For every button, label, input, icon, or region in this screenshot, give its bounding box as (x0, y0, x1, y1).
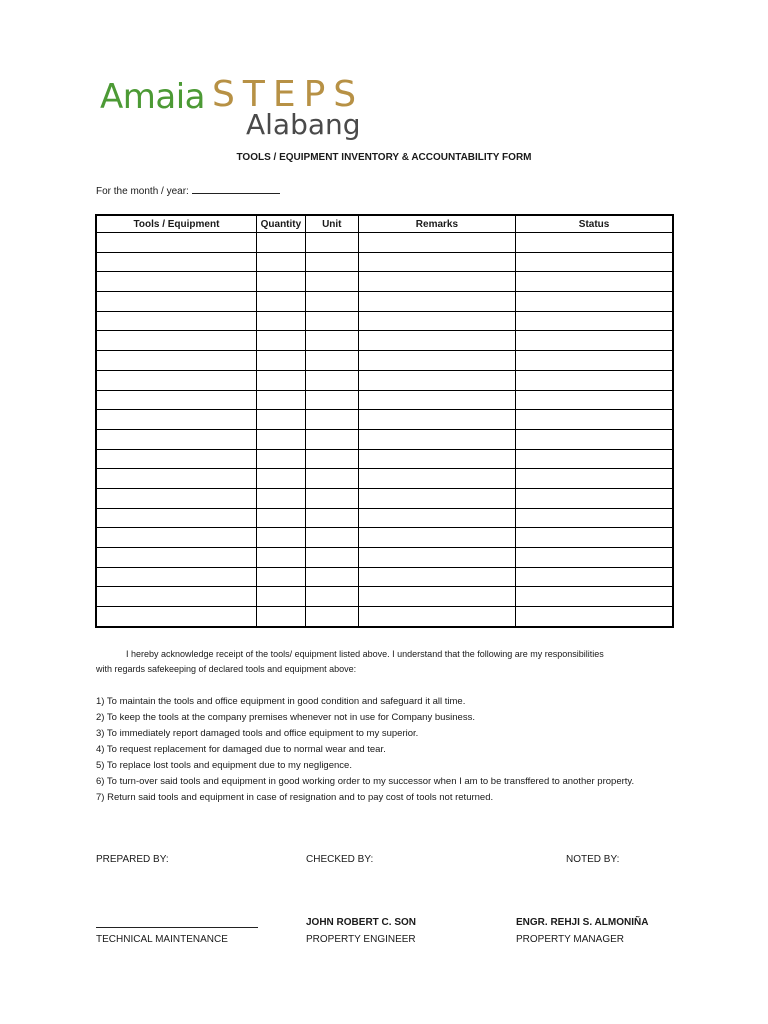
cell-status[interactable] (516, 351, 673, 371)
table-body (96, 233, 673, 627)
table-row (96, 410, 673, 430)
cell-quantity[interactable] (256, 410, 305, 430)
cell-tools-equipment[interactable] (96, 331, 256, 351)
cell-unit[interactable] (305, 390, 358, 410)
checked-by-title: PROPERTY ENGINEER (306, 934, 416, 945)
month-year-blank[interactable] (192, 185, 280, 194)
acknowledgement-line-1: I hereby acknowledge receipt of the tools/ equipment listed above. I understand that the following are my responsibilities (126, 649, 604, 659)
cell-remarks[interactable] (358, 351, 515, 371)
cell-status[interactable] (516, 607, 673, 627)
acknowledgement-line-2: with regards safekeeping of declared tools and equipment above: (96, 664, 357, 674)
prepared-by-title: TECHNICAL MAINTENANCE (96, 934, 228, 945)
cell-tools-equipment[interactable] (96, 587, 256, 607)
cell-quantity[interactable] (256, 528, 305, 548)
cell-status[interactable] (516, 252, 673, 272)
cell-tools-equipment[interactable] (96, 351, 256, 371)
responsibility-item: 1) To maintain the tools and office equipment in good condition and safeguard it all time. (96, 696, 466, 707)
cell-unit[interactable] (305, 488, 358, 508)
header-quantity: Quantity (256, 215, 305, 233)
cell-unit[interactable] (305, 410, 358, 430)
logo-location-text: Alabang (246, 108, 361, 141)
cell-remarks[interactable] (358, 252, 515, 272)
cell-unit[interactable] (305, 351, 358, 371)
cell-remarks[interactable] (358, 429, 515, 449)
cell-quantity[interactable] (256, 331, 305, 351)
cell-status[interactable] (516, 272, 673, 292)
cell-quantity[interactable] (256, 567, 305, 587)
cell-unit[interactable] (305, 370, 358, 390)
cell-quantity[interactable] (256, 607, 305, 627)
header-unit: Unit (305, 215, 358, 233)
table-row (96, 567, 673, 587)
cell-status[interactable] (516, 567, 673, 587)
cell-tools-equipment[interactable] (96, 567, 256, 587)
cell-status[interactable] (516, 429, 673, 449)
cell-quantity[interactable] (256, 508, 305, 528)
noted-by-name: ENGR. REHJI S. ALMONIÑA (516, 917, 649, 928)
cell-status[interactable] (516, 292, 673, 312)
cell-quantity[interactable] (256, 390, 305, 410)
cell-remarks[interactable] (358, 449, 515, 469)
cell-status[interactable] (516, 311, 673, 331)
table-row (96, 548, 673, 568)
cell-remarks[interactable] (358, 528, 515, 548)
table-row (96, 351, 673, 371)
cell-status[interactable] (516, 528, 673, 548)
header-tools-equipment: Tools / Equipment (96, 215, 256, 233)
table-row (96, 429, 673, 449)
cell-unit[interactable] (305, 449, 358, 469)
cell-unit[interactable] (305, 233, 358, 253)
table-row (96, 370, 673, 390)
cell-tools-equipment[interactable] (96, 311, 256, 331)
responsibilities-list (96, 694, 676, 806)
cell-remarks[interactable] (358, 488, 515, 508)
table-header-row (96, 215, 673, 233)
cell-unit[interactable] (305, 528, 358, 548)
cell-tools-equipment[interactable] (96, 370, 256, 390)
responsibility-item: 7) Return said tools and equipment in case of resignation and to pay cost of tools not returned. (96, 792, 494, 803)
cell-tools-equipment[interactable] (96, 292, 256, 312)
cell-unit[interactable] (305, 331, 358, 351)
cell-tools-equipment[interactable] (96, 390, 256, 410)
table-row (96, 488, 673, 508)
cell-status[interactable] (516, 410, 673, 430)
noted-by-label: NOTED BY: (566, 854, 620, 865)
table-row (96, 587, 673, 607)
cell-tools-equipment[interactable] (96, 410, 256, 430)
cell-quantity[interactable] (256, 449, 305, 469)
responsibility-item: 6) To turn-over said tools and equipment in good working order to my successor when I am to be transffered to another property. (96, 776, 635, 787)
table-row (96, 469, 673, 489)
cell-remarks[interactable] (358, 292, 515, 312)
cell-remarks[interactable] (358, 587, 515, 607)
cell-remarks[interactable] (358, 331, 515, 351)
month-year-field (96, 185, 280, 197)
header-remarks: Remarks (358, 215, 515, 233)
cell-status[interactable] (516, 331, 673, 351)
cell-tools-equipment[interactable] (96, 449, 256, 469)
table-row (96, 272, 673, 292)
cell-tools-equipment[interactable] (96, 429, 256, 449)
cell-remarks[interactable] (358, 508, 515, 528)
prepared-by-label: PREPARED BY: (96, 854, 169, 865)
cell-status[interactable] (516, 587, 673, 607)
cell-tools-equipment[interactable] (96, 252, 256, 272)
cell-quantity[interactable] (256, 548, 305, 568)
table-row (96, 292, 673, 312)
cell-quantity[interactable] (256, 272, 305, 292)
cell-quantity[interactable] (256, 252, 305, 272)
cell-unit[interactable] (305, 469, 358, 489)
cell-unit[interactable] (305, 311, 358, 331)
checked-by-name: JOHN ROBERT C. SON (306, 917, 417, 928)
cell-remarks[interactable] (358, 311, 515, 331)
cell-quantity[interactable] (256, 488, 305, 508)
cell-quantity[interactable] (256, 370, 305, 390)
responsibility-item: 5) To replace lost tools and equipment due to my negligence. (96, 760, 352, 771)
cell-remarks[interactable] (358, 233, 515, 253)
cell-tools-equipment[interactable] (96, 488, 256, 508)
cell-remarks[interactable] (358, 469, 515, 489)
acknowledgement-text (96, 647, 676, 677)
form-title: TOOLS / EQUIPMENT INVENTORY & ACCOUNTABILITY FORM (236, 152, 532, 163)
prepared-by-signature-line[interactable] (96, 927, 258, 928)
cell-tools-equipment[interactable] (96, 548, 256, 568)
month-year-label: For the month / year: (96, 186, 189, 197)
noted-by-title: PROPERTY MANAGER (516, 934, 624, 945)
cell-status[interactable] (516, 233, 673, 253)
cell-quantity[interactable] (256, 587, 305, 607)
cell-quantity[interactable] (256, 469, 305, 489)
table-row (96, 252, 673, 272)
table-row (96, 508, 673, 528)
cell-unit[interactable] (305, 272, 358, 292)
cell-status[interactable] (516, 390, 673, 410)
cell-quantity[interactable] (256, 311, 305, 331)
responsibility-item: 3) To immediately report damaged tools and office equipment to my superior. (96, 728, 419, 739)
cell-status[interactable] (516, 488, 673, 508)
cell-quantity[interactable] (256, 292, 305, 312)
cell-tools-equipment[interactable] (96, 528, 256, 548)
cell-status[interactable] (516, 469, 673, 489)
table-row (96, 528, 673, 548)
header-status: Status (516, 215, 673, 233)
cell-remarks[interactable] (358, 390, 515, 410)
logo-brand-text: Amaia (100, 77, 205, 117)
cell-quantity[interactable] (256, 233, 305, 253)
table-row (96, 607, 673, 627)
cell-remarks[interactable] (358, 607, 515, 627)
cell-tools-equipment[interactable] (96, 469, 256, 489)
cell-remarks[interactable] (358, 410, 515, 430)
table-row (96, 449, 673, 469)
cell-quantity[interactable] (256, 351, 305, 371)
table-row (96, 311, 673, 331)
cell-unit[interactable] (305, 292, 358, 312)
cell-remarks[interactable] (358, 548, 515, 568)
company-logo (100, 74, 365, 141)
cell-status[interactable] (516, 548, 673, 568)
cell-unit[interactable] (305, 508, 358, 528)
cell-remarks[interactable] (358, 567, 515, 587)
logo-product-text: STEPS (212, 74, 365, 115)
cell-tools-equipment[interactable] (96, 272, 256, 292)
cell-unit[interactable] (305, 252, 358, 272)
cell-unit[interactable] (305, 587, 358, 607)
cell-status[interactable] (516, 508, 673, 528)
cell-unit[interactable] (305, 429, 358, 449)
cell-status[interactable] (516, 449, 673, 469)
cell-quantity[interactable] (256, 429, 305, 449)
responsibility-item: 2) To keep the tools at the company premises whenever not in use for Company business. (96, 712, 475, 723)
cell-unit[interactable] (305, 607, 358, 627)
checked-by-label: CHECKED BY: (306, 854, 374, 865)
cell-tools-equipment[interactable] (96, 233, 256, 253)
cell-tools-equipment[interactable] (96, 508, 256, 528)
responsibility-item: 4) To request replacement for damaged due to normal wear and tear. (96, 744, 386, 755)
cell-unit[interactable] (305, 567, 358, 587)
table-row (96, 390, 673, 410)
inventory-table (95, 214, 674, 628)
cell-unit[interactable] (305, 548, 358, 568)
table-row (96, 331, 673, 351)
table-row (96, 233, 673, 253)
cell-tools-equipment[interactable] (96, 607, 256, 627)
cell-remarks[interactable] (358, 370, 515, 390)
cell-remarks[interactable] (358, 272, 515, 292)
cell-status[interactable] (516, 370, 673, 390)
